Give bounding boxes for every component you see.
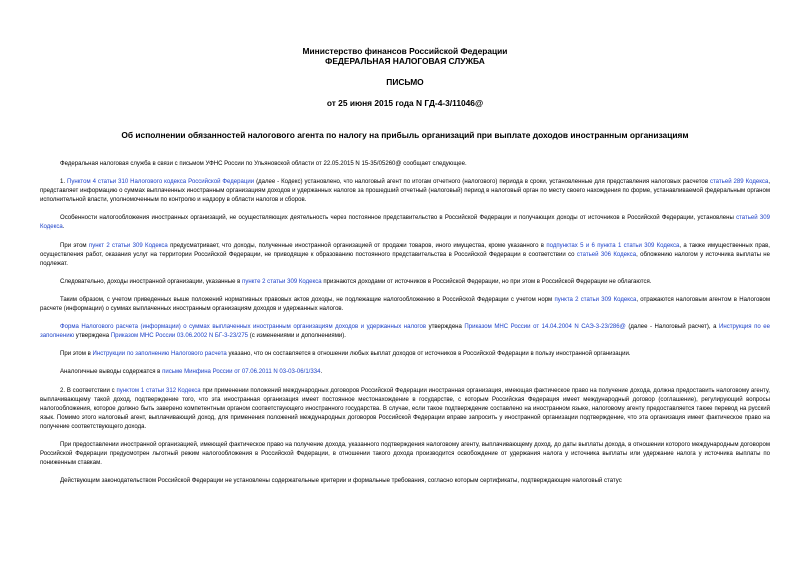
paragraph-text: Аналогичные выводы содержатся в — [60, 369, 163, 376]
ministry-name: Министерство финансов Российской Федерации — [302, 46, 508, 56]
reference-link[interactable]: Форма Налогового расчета (информации) о суммах выплаченных иностранным организациям доходов и удержанных налогов — [60, 324, 427, 331]
paragraph-text: 2. В соответствии с — [60, 387, 117, 394]
reference-link[interactable]: письме Минфина России от 07.06.2011 N 03-03-06/1/334 — [162, 369, 321, 376]
service-name: ФЕДЕРАЛЬНАЯ НАЛОГОВАЯ СЛУЖБА — [325, 56, 485, 66]
paragraph — [40, 387, 770, 432]
paragraph-text: (далее - Кодекс) установлено, что налоговый агент по итогам отчетного (налогового) периода в сроки, установленные для представления налоговых расчетов — [254, 179, 710, 186]
paragraph-text: . — [62, 224, 65, 231]
document-page — [40, 0, 770, 571]
paragraph-text: При этом — [60, 242, 89, 249]
paragraph-text: при применении положений международных договоров Российской Федерации иностранная организация, имеющая фактическое право на получение дохода, должна предоставить налоговому агенту, выплачивающему такой доход, подтверждение того, что эта иностранная организация имеет постоянное местонахождение в государстве, с которым Российская Федерация имеет международный договор (соглашение), регулирующий вопросы налогообложения, которое должно быть заверено компетентным органом соответствующего иностранного государства. В случае, если такое подтверждение составлено на иностранном языке, налоговому агенту предоставляется также перевод на русский язык. Помимо этого налоговый агент, выплачивающий доход, для применения положений международных договоров Российской Федерации вправе запросить у иностранной организации подтверждение, что эта организация имеет фактическое право на получение соответствующего дохода. — [40, 387, 770, 430]
reference-link[interactable]: Приказом МНС России 03.06.2002 N БГ-3-23/275 — [110, 333, 249, 340]
reference-link[interactable]: пунктом 1 статьи 312 Кодекса — [116, 387, 201, 394]
document-body — [40, 160, 770, 486]
paragraph-text: Особенности налогообложения иностранных организаций, не осуществляющих деятельность через постоянное представительство в Российской Федерации и получающих доходы от источников в Российской Федерации, установлены — [60, 215, 737, 222]
paragraph-text: При этом в — [60, 351, 93, 358]
reference-link[interactable]: пункт 2 статьи 309 Кодекса — [88, 242, 168, 249]
paragraph — [40, 350, 770, 359]
paragraph-text: признаются доходами от источников в Российской Федерации, но при этом в Российской Федерации не облагаются. — [321, 278, 652, 285]
paragraph — [40, 323, 770, 341]
paragraph-text: При предоставлении иностранной организацией, имеющей фактическое право на получение дохода, указанного подтверждения налоговому агенту, выплачивающему доход, до даты выплаты дохода, в отношении которого международным договором Российской Федерации предусмотрен льготный режим налогообложения в Российской Федерации, в отношении такого дохода производится освобождение от удержания налога у источника выплаты или удержание налога у источника выплаты по пониженным ставкам. — [40, 441, 770, 467]
reference-link[interactable]: Инструкция по ее заполнению — [40, 324, 770, 340]
paragraph-text: Следовательно, доходы иностранной организации, указанные в — [60, 278, 243, 285]
reference-link[interactable]: Пунктом 4 статьи 310 Налогового кодекса Российской Федерации — [67, 179, 255, 186]
paragraph-text: предусматривает, что доходы, полученные иностранной организацией от продажи товаров, иного имущества, кроме указанного в — [167, 242, 547, 249]
paragraph-text: . — [320, 369, 323, 376]
reference-link[interactable]: пункта 2 статьи 309 Кодекса — [554, 296, 637, 303]
reference-link[interactable]: статьей 309 Кодекса — [40, 215, 770, 231]
paragraph-text: Таким образом, с учетом приведенных выше положений нормативных правовых актов доходы, не подлежащие налогообложению в Российской Федерации с учетом норм — [60, 296, 555, 303]
paragraph-text: , а также имущественных прав, осуществления работ, оказания услуг на территории Российской Федерации, не приводящие к образованию постоянного представительства в Российской Федерации в соответствии со — [40, 242, 770, 258]
document-subject: Об исполнении обязанностей налогового агента по налогу на прибыль организаций при выплате доходов иностранным организациям — [121, 130, 689, 140]
document-date-number: от 25 июня 2015 года N ГД-4-3/11046@ — [326, 98, 484, 108]
paragraph-text: , представляет информацию о суммах выплаченных иностранным организациям доходов и удержанных налогов за прошедший отчетный (налоговый) период в налоговый орган по месту своего нахождения по форме, устанавливаемой федеральным органом исполнительной власти, уполномоченным по контролю и надзору в области налогов и сборов. — [40, 179, 770, 204]
paragraph — [40, 160, 770, 169]
paragraph-text: , отражаются налоговым агентом в Налоговом расчете (информации) о суммах выплаченных иностранным организациям доходов и удержанных налогов. — [40, 296, 770, 313]
reference-link[interactable]: статьей 306 Кодекса — [576, 251, 637, 258]
reference-link[interactable]: пункте 2 статьи 309 Кодекса — [242, 278, 322, 285]
paragraph — [40, 178, 770, 205]
reference-link[interactable]: Приказом МНС России от 14.04.2004 N САЭ-3-23/286@ — [464, 324, 626, 331]
paragraph — [40, 242, 770, 269]
paragraph — [40, 441, 770, 468]
paragraph-text: утверждена — [426, 324, 465, 331]
paragraph-text: (далее - Налоговый расчет), а — [625, 324, 720, 331]
paragraph-text: , обложению налогом у источника выплаты не подлежат. — [40, 251, 770, 267]
paragraph-text: 1. — [60, 179, 67, 186]
paragraph — [40, 296, 770, 314]
paragraph — [40, 477, 770, 486]
reference-link[interactable]: статьей 289 Кодекса — [709, 179, 769, 186]
paragraph — [40, 278, 770, 287]
paragraph-text: указано, что он составляется в отношении любых выплат доходов от источников в Российской Федерации в пользу иностранной организации. — [226, 351, 631, 358]
paragraph — [40, 214, 770, 232]
paragraph-text: утверждена — [74, 333, 111, 340]
reference-link[interactable]: подпунктах 5 и 6 пункта 1 статьи 309 Кодекса — [546, 242, 680, 249]
paragraph — [40, 368, 770, 377]
paragraph-text: (с изменениями и дополнениями). — [248, 333, 346, 340]
document-type: ПИСЬМО — [386, 77, 424, 87]
paragraph-text: Действующим законодательством Российской Федерации не установлены содержательные критерии и формальные требования, согласно которым сертификаты, подтверждающие налоговый статус — [60, 478, 622, 485]
paragraph-text: Федеральная налоговая служба в связи с письмом УФНС России по Ульяновской области от 22.05.2015 N 15-35/05260@ сообщает следующее. — [60, 161, 467, 167]
reference-link[interactable]: Инструкции по заполнению Налогового расчета — [92, 351, 227, 358]
